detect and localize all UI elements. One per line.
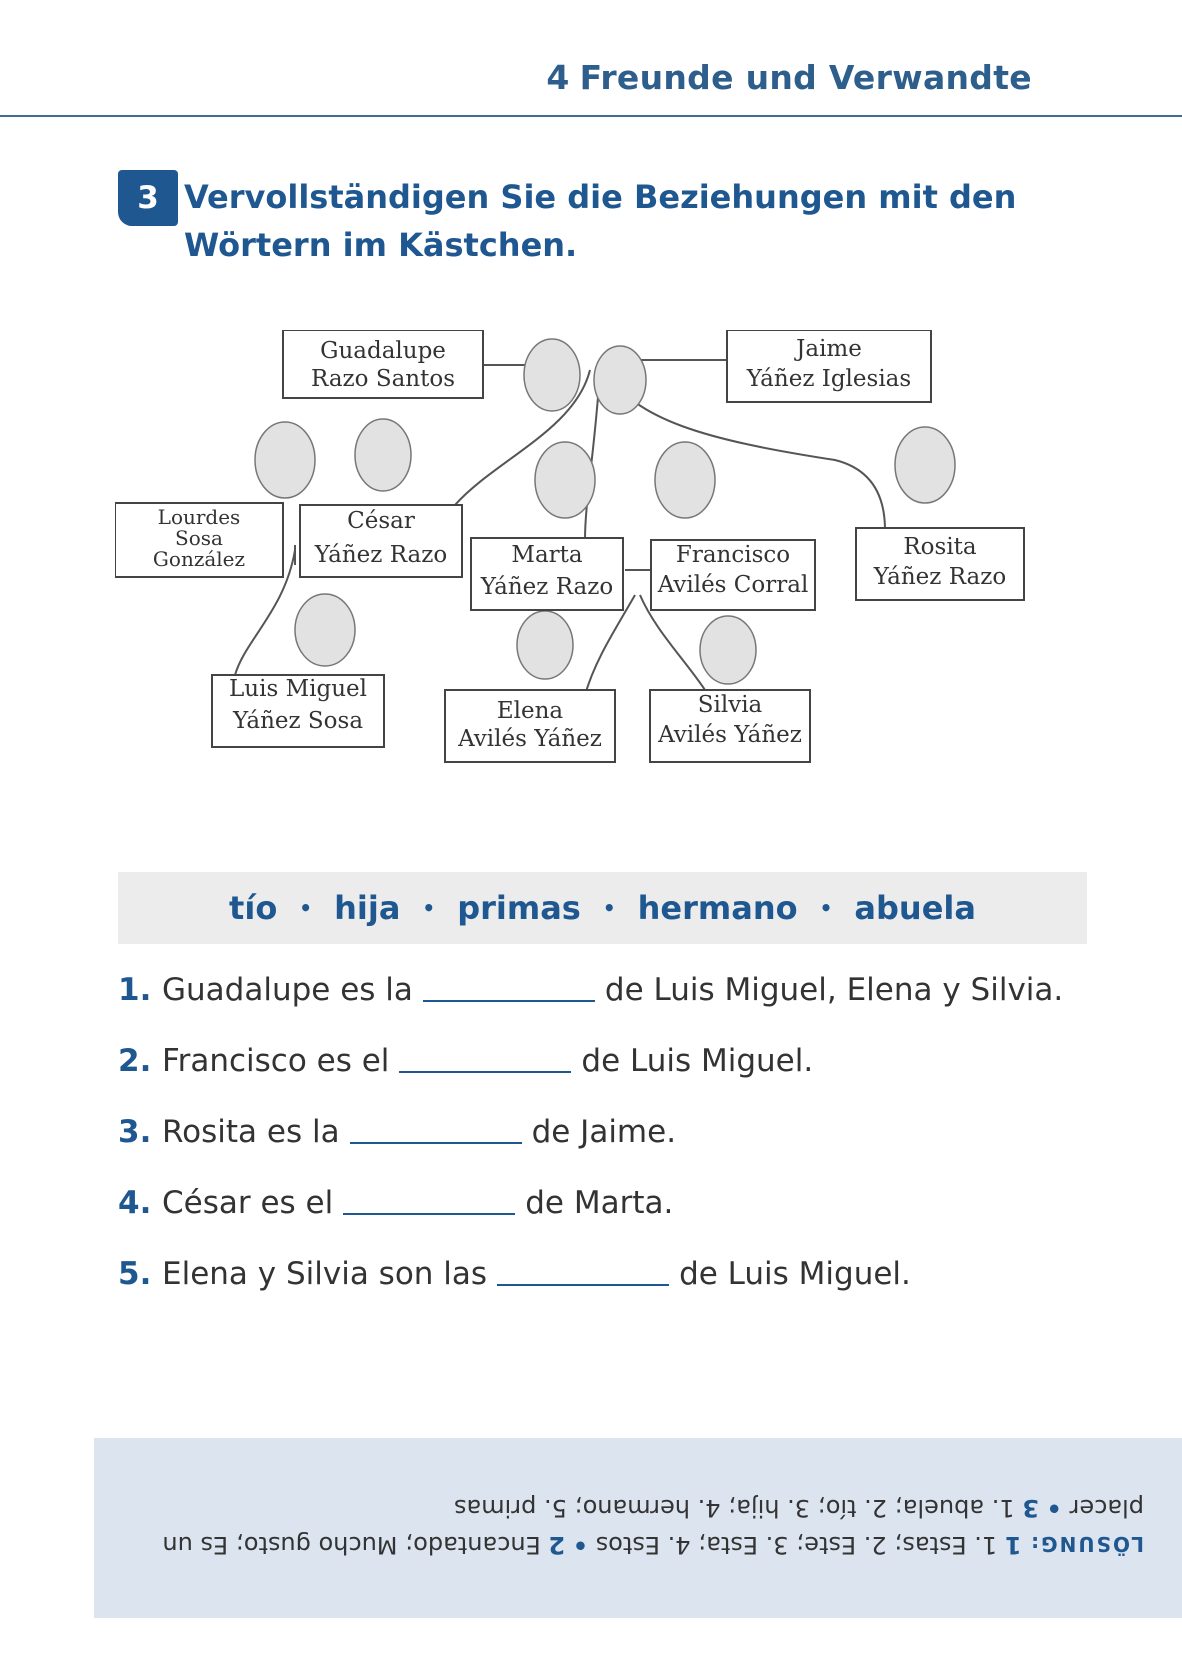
name-label-cesar: Yáñez Razo — [314, 542, 448, 568]
sentence-text-after: de Luis Miguel. — [679, 1256, 911, 1292]
word-separator: • — [819, 896, 833, 920]
name-label-elena: Elena — [496, 698, 564, 724]
word-option: hermano — [637, 889, 798, 927]
name-label-guadalupe: Guadalupe — [320, 338, 446, 364]
word-box — [118, 872, 1087, 944]
name-label-rosita: Rosita — [903, 534, 977, 560]
sentence-text-after: de Jaime. — [531, 1114, 677, 1150]
solution-bullet: • — [1046, 1494, 1062, 1522]
name-label-luis-miguel: Luis Miguel — [229, 676, 367, 702]
portrait-rosita — [895, 427, 955, 503]
sentence-text-before: Rosita es la — [162, 1114, 340, 1150]
solution-ex1-text: 1. Estas; 2. Este; 3. Esta; 4. Estos — [595, 1531, 998, 1559]
solution-panel — [94, 1438, 1182, 1618]
sentence-text-after: de Luis Miguel, Elena y Silvia. — [604, 972, 1064, 1008]
sentence-item — [118, 1114, 1098, 1185]
sentence-item — [118, 1185, 1098, 1256]
name-label-francisco: Francisco — [675, 542, 791, 568]
chapter-header — [546, 58, 1032, 97]
portrait-marta — [535, 442, 595, 518]
name-label-marta: Marta — [511, 542, 583, 568]
name-label-lourdes: Lourdes — [157, 505, 241, 529]
name-label-rosita: Yáñez Razo — [873, 564, 1007, 590]
sentence-list — [118, 972, 1098, 1327]
sentence-text-after: de Marta. — [525, 1185, 674, 1221]
name-label-silvia: Silvia — [697, 692, 763, 718]
word-separator: • — [422, 896, 436, 920]
solution-ex1-number: 1 — [1004, 1531, 1022, 1559]
name-label-lourdes: González — [152, 547, 246, 571]
solution-text-upside-down — [124, 1490, 1144, 1563]
answer-blank[interactable] — [343, 1185, 515, 1215]
portrait-elena — [517, 611, 573, 679]
sentence-number: 1. — [118, 972, 152, 1008]
sentence-text-before: Guadalupe es la — [162, 972, 413, 1008]
name-label-luis-miguel: Yáñez Sosa — [232, 708, 364, 734]
sentence-text-after: de Luis Miguel. — [581, 1043, 814, 1079]
chapter-number: 4 — [546, 58, 570, 97]
name-label-marta: Yáñez Razo — [480, 574, 614, 600]
family-tree-illustration — [115, 330, 1085, 820]
word-option: abuela — [854, 889, 976, 927]
name-label-guadalupe: Razo Santos — [310, 366, 456, 392]
word-option: tío — [229, 889, 278, 927]
solution-ex3-text: 1. abuela; 2. tío; 3. hija; 4. hermano; 5. primas — [454, 1494, 1015, 1522]
solution-ex2-number: 2 — [548, 1531, 566, 1559]
portrait-lourdes — [255, 422, 315, 498]
solution-ex3-number: 3 — [1022, 1494, 1039, 1522]
name-label-jaime: Jaime — [796, 336, 862, 362]
portrait-jaime — [594, 346, 646, 414]
solution-label: LÖSUNG: — [1029, 1532, 1144, 1556]
portrait-silvia — [700, 616, 756, 684]
sentence-item — [118, 972, 1098, 1043]
portrait-cesar — [355, 419, 411, 491]
sentence-number: 2. — [118, 1043, 152, 1079]
sentence-number: 4. — [118, 1185, 152, 1221]
sentence-item — [118, 1256, 1098, 1327]
sentence-text-before: Francisco es el — [162, 1043, 390, 1079]
name-label-francisco: Avilés Corral — [657, 572, 809, 598]
answer-blank[interactable] — [350, 1114, 522, 1144]
word-separator: • — [602, 896, 616, 920]
solution-bullet: • — [572, 1531, 589, 1559]
name-label-silvia: Avilés Yáñez — [658, 722, 802, 748]
sentence-text-before: César es el — [162, 1185, 334, 1221]
portrait-guadalupe — [524, 339, 580, 411]
answer-blank[interactable] — [423, 972, 595, 1002]
portrait-luis-miguel — [295, 594, 355, 666]
solution-ex2-text: Encantado; Mucho gusto; Es un placer — [162, 1494, 1144, 1559]
header-divider — [0, 115, 1182, 117]
portrait-francisco — [655, 442, 715, 518]
name-label-cesar: César — [347, 508, 415, 534]
exercise-number-badge: 3 — [118, 170, 178, 226]
exercise-instruction: Vervollständigen Sie die Beziehungen mit den Wörtern im Kästchen. — [184, 178, 1017, 264]
name-label-lourdes: Sosa — [175, 526, 223, 550]
family-tree-svg — [115, 330, 1085, 820]
word-option: hija — [334, 889, 401, 927]
sentence-number: 3. — [118, 1114, 152, 1150]
answer-blank[interactable] — [399, 1043, 571, 1073]
name-label-elena: Avilés Yáñez — [458, 726, 602, 752]
sentence-item — [118, 1043, 1098, 1114]
chapter-title: Freunde und Verwandte — [579, 58, 1032, 97]
answer-blank[interactable] — [497, 1256, 669, 1286]
sentence-number: 5. — [118, 1256, 152, 1292]
word-option: primas — [457, 889, 581, 927]
name-label-jaime: Yáñez Iglesias — [746, 366, 912, 392]
word-separator: • — [299, 896, 313, 920]
sentence-text-before: Elena y Silvia son las — [162, 1256, 488, 1292]
